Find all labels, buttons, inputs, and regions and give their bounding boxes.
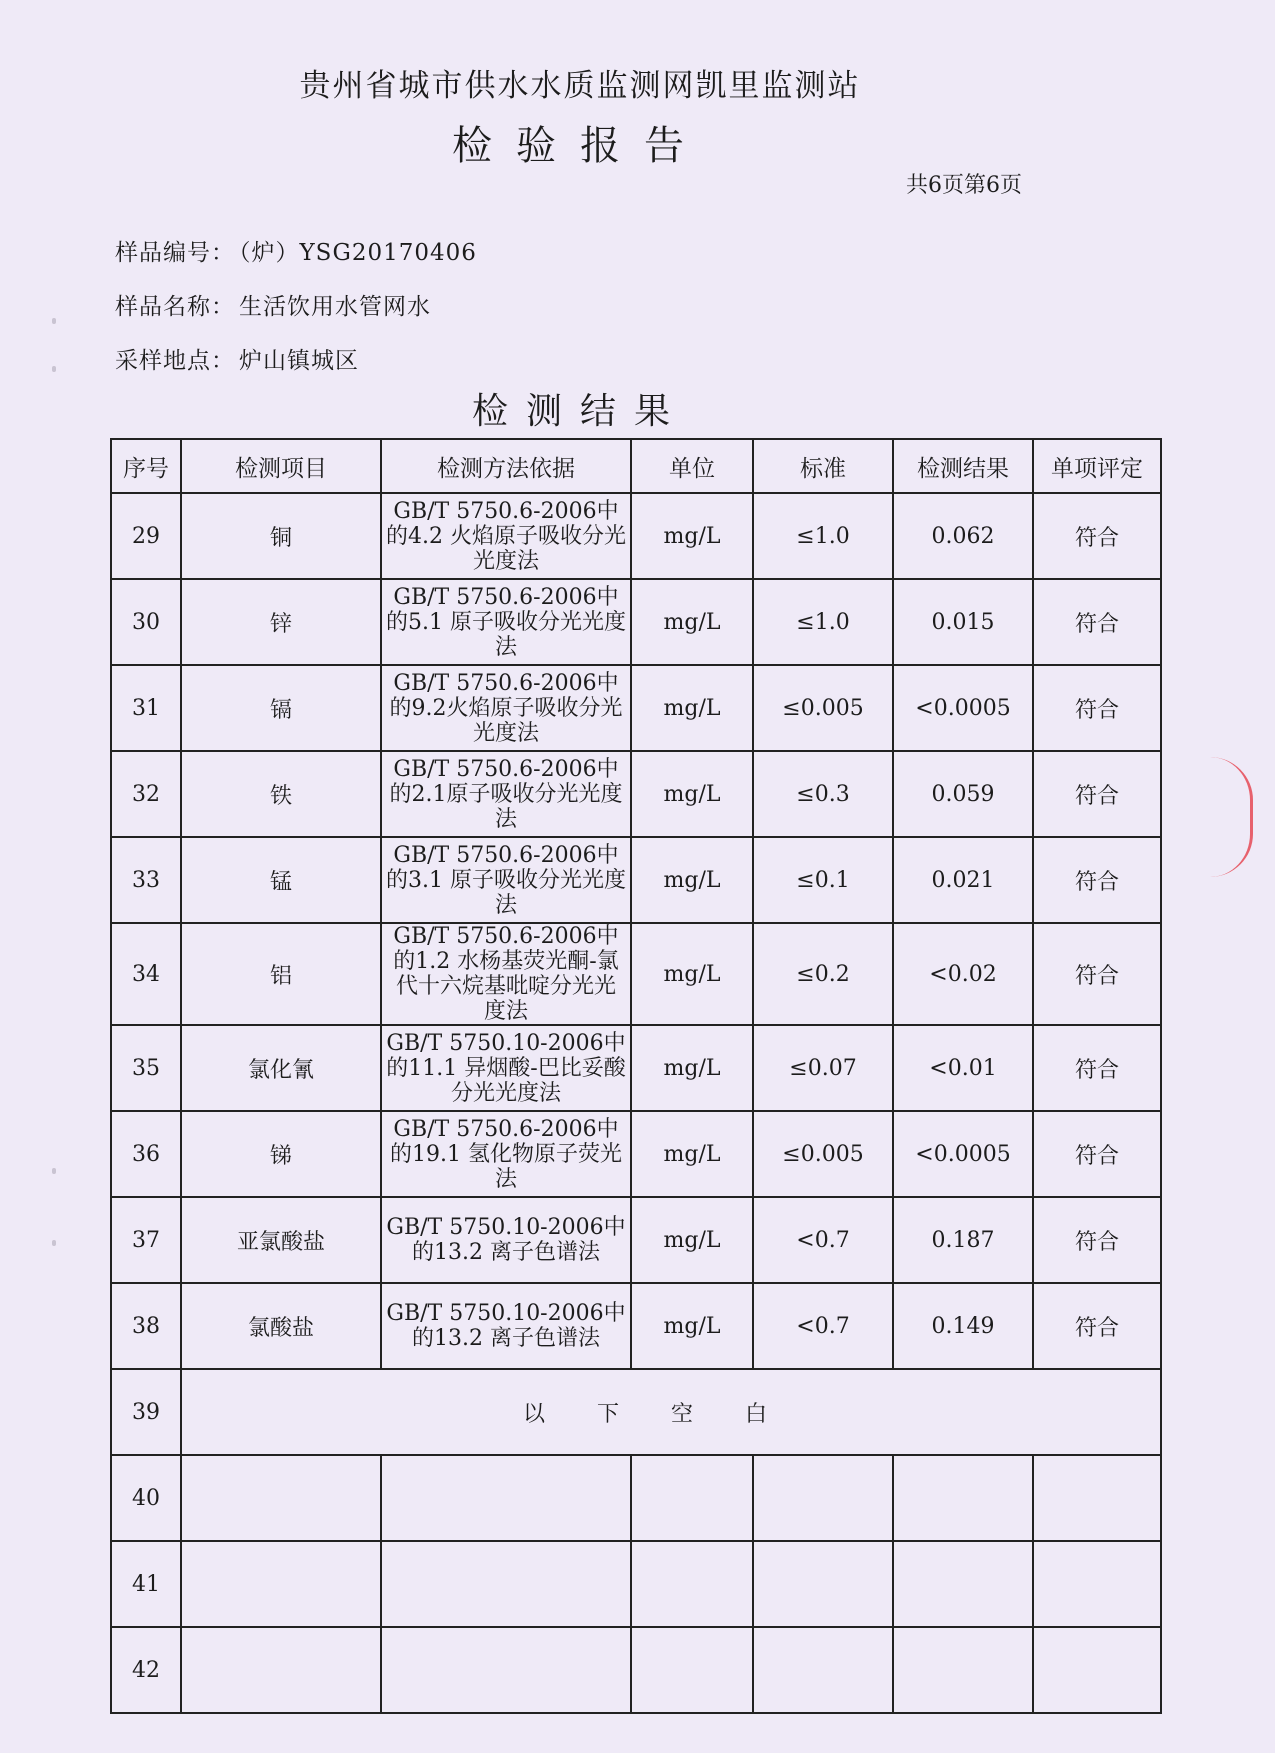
empty-cell xyxy=(1033,1455,1161,1541)
standard-limit-cell: <0.7 xyxy=(753,1197,893,1283)
row-number-cell: 33 xyxy=(111,837,181,923)
empty-cell xyxy=(631,1541,753,1627)
table-row xyxy=(111,1283,1161,1369)
empty-cell xyxy=(1033,1627,1161,1713)
test-method-cell: GB/T 5750.6-2006中的5.1 原子吸收分光光度法 xyxy=(381,579,631,665)
table-header-row xyxy=(111,439,1161,493)
unit-cell: mg/L xyxy=(631,923,753,1025)
row-number-cell: 29 xyxy=(111,493,181,579)
standard-limit-cell: ≤0.2 xyxy=(753,923,893,1025)
row-number-cell: 37 xyxy=(111,1197,181,1283)
test-item-cell: 锑 xyxy=(181,1111,381,1197)
empty-cell xyxy=(753,1455,893,1541)
empty-cell xyxy=(181,1455,381,1541)
row-number-cell: 38 xyxy=(111,1283,181,1369)
punch-mark xyxy=(52,366,56,372)
standard-limit-cell: ≤0.005 xyxy=(753,665,893,751)
table-row xyxy=(111,1025,1161,1111)
test-result-cell: 0.149 xyxy=(893,1283,1033,1369)
evaluation-cell: 符合 xyxy=(1033,665,1161,751)
standard-limit-cell: ≤0.005 xyxy=(753,1111,893,1197)
table-row xyxy=(111,1197,1161,1283)
table-row xyxy=(111,923,1161,1025)
empty-cell xyxy=(893,1455,1033,1541)
evaluation-cell: 符合 xyxy=(1033,1197,1161,1283)
test-result-cell: <0.01 xyxy=(893,1025,1033,1111)
standard-limit-cell: <0.7 xyxy=(753,1283,893,1369)
sample-name-label: 样品名称： xyxy=(115,294,235,320)
punch-mark xyxy=(52,1240,56,1246)
organization-name: 贵州省城市供水水质监测网凯里监测站 xyxy=(299,68,861,104)
test-method-cell: GB/T 5750.10-2006中的11.1 异烟酸-巴比妥酸分光光度法 xyxy=(381,1025,631,1111)
table-row-blank-marker xyxy=(111,1369,1161,1455)
row-number-cell: 35 xyxy=(111,1025,181,1111)
row-number-cell: 34 xyxy=(111,923,181,1025)
evaluation-cell: 符合 xyxy=(1033,923,1161,1025)
sample-location-row xyxy=(115,342,359,375)
row-number-cell: 42 xyxy=(111,1627,181,1713)
sample-id-label: 样品编号： xyxy=(115,240,235,266)
test-method-cell: GB/T 5750.6-2006中的4.2 火焰原子吸收分光光度法 xyxy=(381,493,631,579)
row-number-cell: 31 xyxy=(111,665,181,751)
row-number-cell: 41 xyxy=(111,1541,181,1627)
sample-name-row xyxy=(115,288,431,321)
table-row xyxy=(111,1111,1161,1197)
table-row-empty xyxy=(111,1455,1161,1541)
test-method-cell: GB/T 5750.6-2006中的9.2火焰原子吸收分光光度法 xyxy=(381,665,631,751)
table-row xyxy=(111,579,1161,665)
header-result: 检测结果 xyxy=(893,439,1033,493)
table-row xyxy=(111,665,1161,751)
test-item-cell: 氯酸盐 xyxy=(181,1283,381,1369)
header-evaluation: 单项评定 xyxy=(1033,439,1161,493)
standard-limit-cell: ≤0.1 xyxy=(753,837,893,923)
sample-id-value: （炉）YSG20170406 xyxy=(239,240,477,266)
row-number-cell: 39 xyxy=(111,1369,181,1455)
test-result-cell: <0.02 xyxy=(893,923,1033,1025)
row-number-cell: 40 xyxy=(111,1455,181,1541)
blank-below-note: 以下空白 xyxy=(181,1369,1161,1455)
test-method-cell: GB/T 5750.10-2006中的13.2 离子色谱法 xyxy=(381,1197,631,1283)
test-item-cell: 镉 xyxy=(181,665,381,751)
test-method-cell: GB/T 5750.6-2006中的3.1 原子吸收分光光度法 xyxy=(381,837,631,923)
test-result-cell: 0.187 xyxy=(893,1197,1033,1283)
test-item-cell: 铜 xyxy=(181,493,381,579)
empty-cell xyxy=(753,1541,893,1627)
evaluation-cell: 符合 xyxy=(1033,751,1161,837)
unit-cell: mg/L xyxy=(631,579,753,665)
test-method-cell: GB/T 5750.6-2006中的19.1 氢化物原子荧光法 xyxy=(381,1111,631,1197)
header-item: 检测项目 xyxy=(181,439,381,493)
unit-cell: mg/L xyxy=(631,493,753,579)
test-result-cell: 0.015 xyxy=(893,579,1033,665)
test-result-cell: <0.0005 xyxy=(893,665,1033,751)
test-item-cell: 锌 xyxy=(181,579,381,665)
empty-cell xyxy=(181,1541,381,1627)
sample-location-value: 炉山镇城区 xyxy=(239,348,359,374)
unit-cell: mg/L xyxy=(631,1283,753,1369)
test-method-cell: GB/T 5750.6-2006中的2.1原子吸收分光光度法 xyxy=(381,751,631,837)
test-result-cell: 0.062 xyxy=(893,493,1033,579)
punch-mark xyxy=(52,1168,56,1174)
test-result-cell: <0.0005 xyxy=(893,1111,1033,1197)
results-table xyxy=(110,438,1162,1714)
row-number-cell: 32 xyxy=(111,751,181,837)
table-row-empty xyxy=(111,1541,1161,1627)
table-row xyxy=(111,751,1161,837)
document-title: 检验报告 xyxy=(452,123,708,169)
test-item-cell: 铝 xyxy=(181,923,381,1025)
header-unit: 单位 xyxy=(631,439,753,493)
header-standard: 标准 xyxy=(753,439,893,493)
evaluation-cell: 符合 xyxy=(1033,1111,1161,1197)
test-item-cell: 氯化氰 xyxy=(181,1025,381,1111)
sample-id-row xyxy=(115,234,477,267)
empty-cell xyxy=(753,1627,893,1713)
evaluation-cell: 符合 xyxy=(1033,837,1161,923)
evaluation-cell: 符合 xyxy=(1033,1025,1161,1111)
empty-cell xyxy=(893,1541,1033,1627)
empty-cell xyxy=(631,1627,753,1713)
empty-cell xyxy=(181,1627,381,1713)
empty-cell xyxy=(893,1627,1033,1713)
sample-location-label: 采样地点： xyxy=(115,348,235,374)
results-title: 检测结果 xyxy=(471,391,688,432)
unit-cell: mg/L xyxy=(631,1197,753,1283)
test-method-cell: GB/T 5750.10-2006中的13.2 离子色谱法 xyxy=(381,1283,631,1369)
test-result-cell: 0.059 xyxy=(893,751,1033,837)
header-method: 检测方法依据 xyxy=(381,439,631,493)
table-row xyxy=(111,837,1161,923)
standard-limit-cell: ≤0.07 xyxy=(753,1025,893,1111)
standard-limit-cell: ≤1.0 xyxy=(753,493,893,579)
evaluation-cell: 符合 xyxy=(1033,579,1161,665)
test-result-cell: 0.021 xyxy=(893,837,1033,923)
red-seal-mark xyxy=(1210,757,1253,877)
row-number-cell: 30 xyxy=(111,579,181,665)
test-item-cell: 亚氯酸盐 xyxy=(181,1197,381,1283)
table-row xyxy=(111,493,1161,579)
table-row-empty xyxy=(111,1627,1161,1713)
test-item-cell: 铁 xyxy=(181,751,381,837)
empty-cell xyxy=(631,1455,753,1541)
empty-cell xyxy=(381,1455,631,1541)
evaluation-cell: 符合 xyxy=(1033,493,1161,579)
punch-mark xyxy=(52,318,56,324)
unit-cell: mg/L xyxy=(631,1025,753,1111)
empty-cell xyxy=(381,1627,631,1713)
empty-cell xyxy=(381,1541,631,1627)
evaluation-cell: 符合 xyxy=(1033,1283,1161,1369)
header-no: 序号 xyxy=(111,439,181,493)
standard-limit-cell: ≤1.0 xyxy=(753,579,893,665)
test-item-cell: 锰 xyxy=(181,837,381,923)
unit-cell: mg/L xyxy=(631,837,753,923)
sample-name-value: 生活饮用水管网水 xyxy=(239,294,431,320)
unit-cell: mg/L xyxy=(631,751,753,837)
standard-limit-cell: ≤0.3 xyxy=(753,751,893,837)
unit-cell: mg/L xyxy=(631,1111,753,1197)
row-number-cell: 36 xyxy=(111,1111,181,1197)
unit-cell: mg/L xyxy=(631,665,753,751)
empty-cell xyxy=(1033,1541,1161,1627)
page-info: 共6页第6页 xyxy=(906,173,1022,198)
test-method-cell: GB/T 5750.6-2006中的1.2 水杨基荧光酮-氯代十六烷基吡啶分光光度法 xyxy=(381,923,631,1025)
